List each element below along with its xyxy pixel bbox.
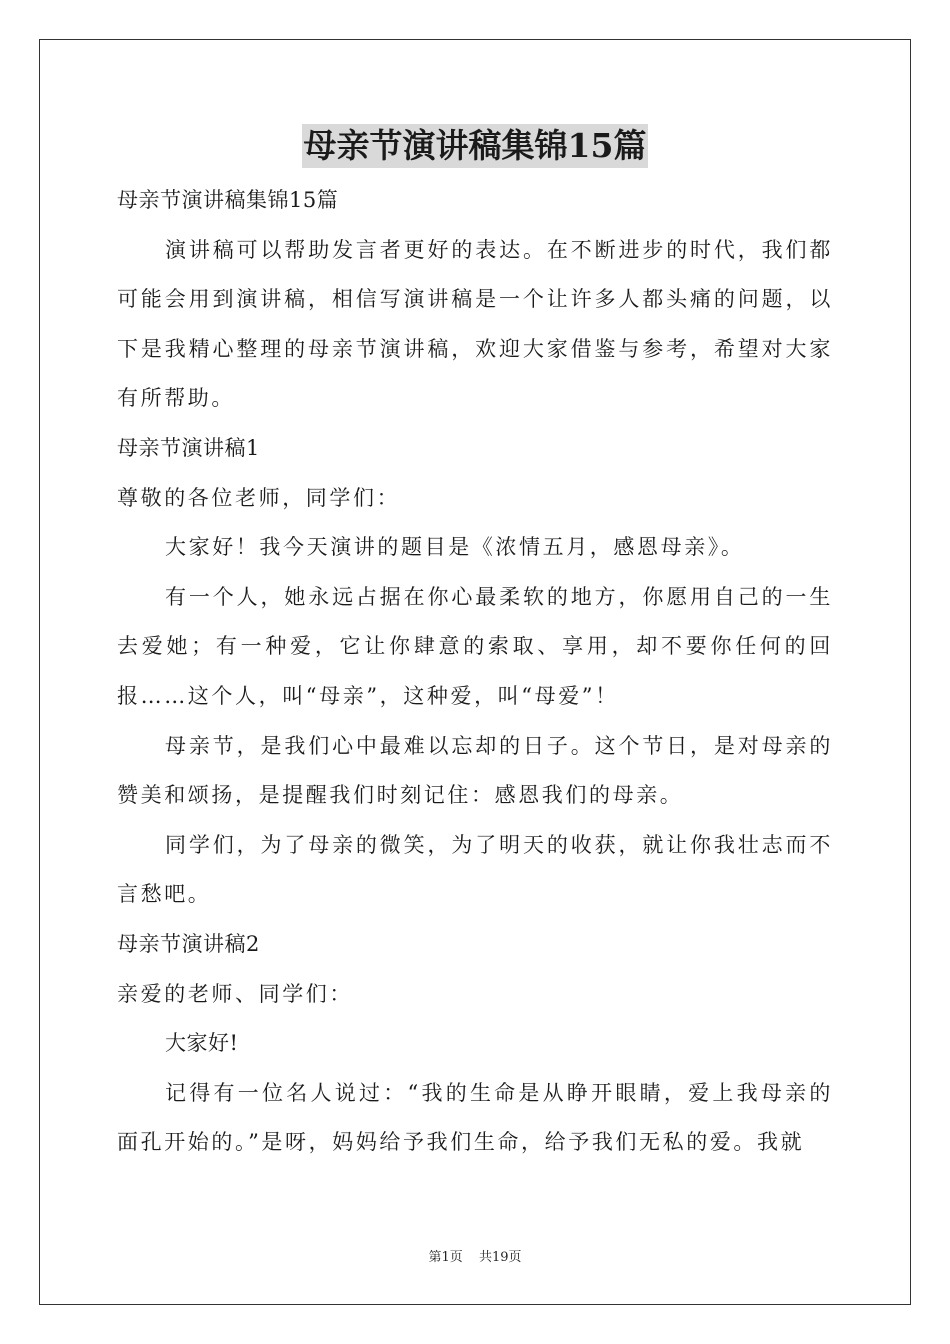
- section-heading-1: 母亲节演讲稿1: [117, 435, 260, 460]
- body-paragraph: 同学们，为了母亲的微笑，为了明天的收获，就让你我壮志而不言愁吧。: [117, 832, 833, 907]
- body-paragraph: 大家好！我今天演讲的题目是《浓情五月，感恩母亲》。: [165, 535, 745, 560]
- body-paragraph: 有一个人，她永远占据在你心最柔软的地方，你愿用自己的一生去爱她；有一种爱，它让你肆意的索取、享用，却不要你任何的回报……这个人，叫“母亲”，这种爱，叫“母爱”！: [117, 584, 833, 708]
- title-container: [0, 124, 950, 168]
- page-footer: [0, 1246, 950, 1265]
- salutation-2: 亲爱的老师、同学们：: [117, 981, 353, 1006]
- intro-paragraph: 演讲稿可以帮助发言者更好的表达。在不断进步的时代，我们都可能会用到演讲稿，相信写演讲稿是一个让许多人都头痛的问题，以下是我精心整理的母亲节演讲稿，欢迎大家借鉴与参考，希望对大家有所帮助。: [117, 237, 833, 411]
- body-paragraph: 记得有一位名人说过：“我的生命是从睁开眼睛，爱上我母亲的面孔开始的。”是呀，妈妈给予我们生命，给予我们无私的爱。我就: [117, 1080, 833, 1155]
- page-number: 第1页: [428, 1250, 463, 1265]
- page-total: 共19页: [478, 1250, 522, 1265]
- subtitle-paragraph: 母亲节演讲稿集锦15篇: [117, 188, 339, 212]
- body-paragraph: 大家好!: [165, 1031, 239, 1056]
- section-heading-2: 母亲节演讲稿2: [117, 931, 260, 956]
- document-title: 母亲节演讲稿集锦15篇: [302, 124, 649, 168]
- salutation-1: 尊敬的各位老师，同学们：: [117, 485, 401, 510]
- body-paragraph: 母亲节，是我们心中最难以忘却的日子。这个节日，是对母亲的赞美和颂扬，是提醒我们时刻记住：感恩我们的母亲。: [117, 733, 833, 808]
- document-body: [117, 176, 833, 1168]
